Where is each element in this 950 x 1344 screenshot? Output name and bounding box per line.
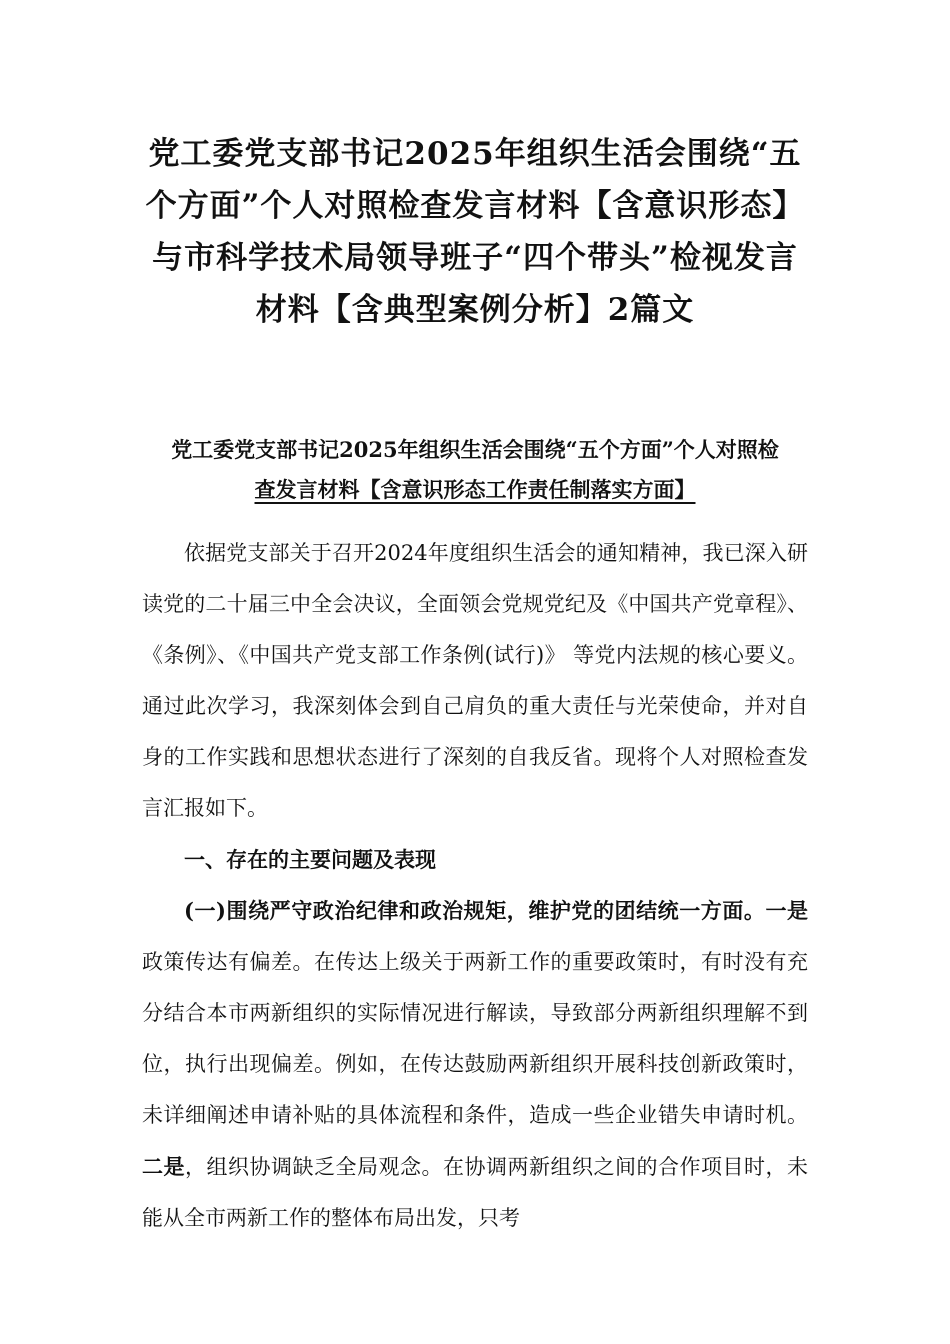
subsection-heading: (一)围绕严守政治纪律和政治规矩，维护党的团结统一方面。: [184, 898, 766, 923]
document-title: 党工委党支部书记2025年组织生活会围绕“五个方面”个人对照检查发言材料【含意识形态】与市科学技术局领导班子“四个带头”检视发言材料【含典型案例分析】2篇文: [145, 136, 805, 328]
point-2-text: ，组织协调缺乏全局观念。在协调两新组织之间的合作项目时，未能从全市两新工作的整体布局出发，只考: [142, 1155, 808, 1230]
point-1-label: 一是: [765, 898, 809, 923]
point-1-text: 政策传达有偏差。在传达上级关于两新工作的重要政策时，有时没有充分结合本市两新组织的实际情况进行解读，导致部分两新组织理解不到位，执行出现偏差。例如，在传达鼓励两新组织开展科技创新政策时，未详细阐述申请补贴的具体流程和条件，造成一些企业错失申请时机。: [142, 950, 808, 1127]
article-body: [142, 528, 808, 1244]
subsection-paragraph: [142, 885, 808, 1244]
intro-paragraph: 依据党支部关于召开2024年度组织生活会的通知精神，我已深入研读党的二十届三中全会决议，全面领会党规党纪及《中国共产党章程》、《条例》、《中国共产党支部工作条例(试行)》 等党内法规的核心要义。通过此次学习，我深刻体会到自己肩负的重大责任与光荣使命，并对自身的工作实践和思想状态进行了深刻的自我反省。现将个人对照检查发言汇报如下。: [142, 541, 808, 820]
section-heading: 一、存在的主要问题及表现: [184, 847, 436, 872]
point-2-label: 二是: [142, 1154, 185, 1179]
article-title-line-2: 查发言材料【含意识形态工作责任制落实方面】: [254, 477, 696, 502]
article-title-line-1: 党工委党支部书记2025年组织生活会围绕“五个方面”个人对照检: [171, 437, 779, 462]
article-title: [142, 430, 808, 510]
